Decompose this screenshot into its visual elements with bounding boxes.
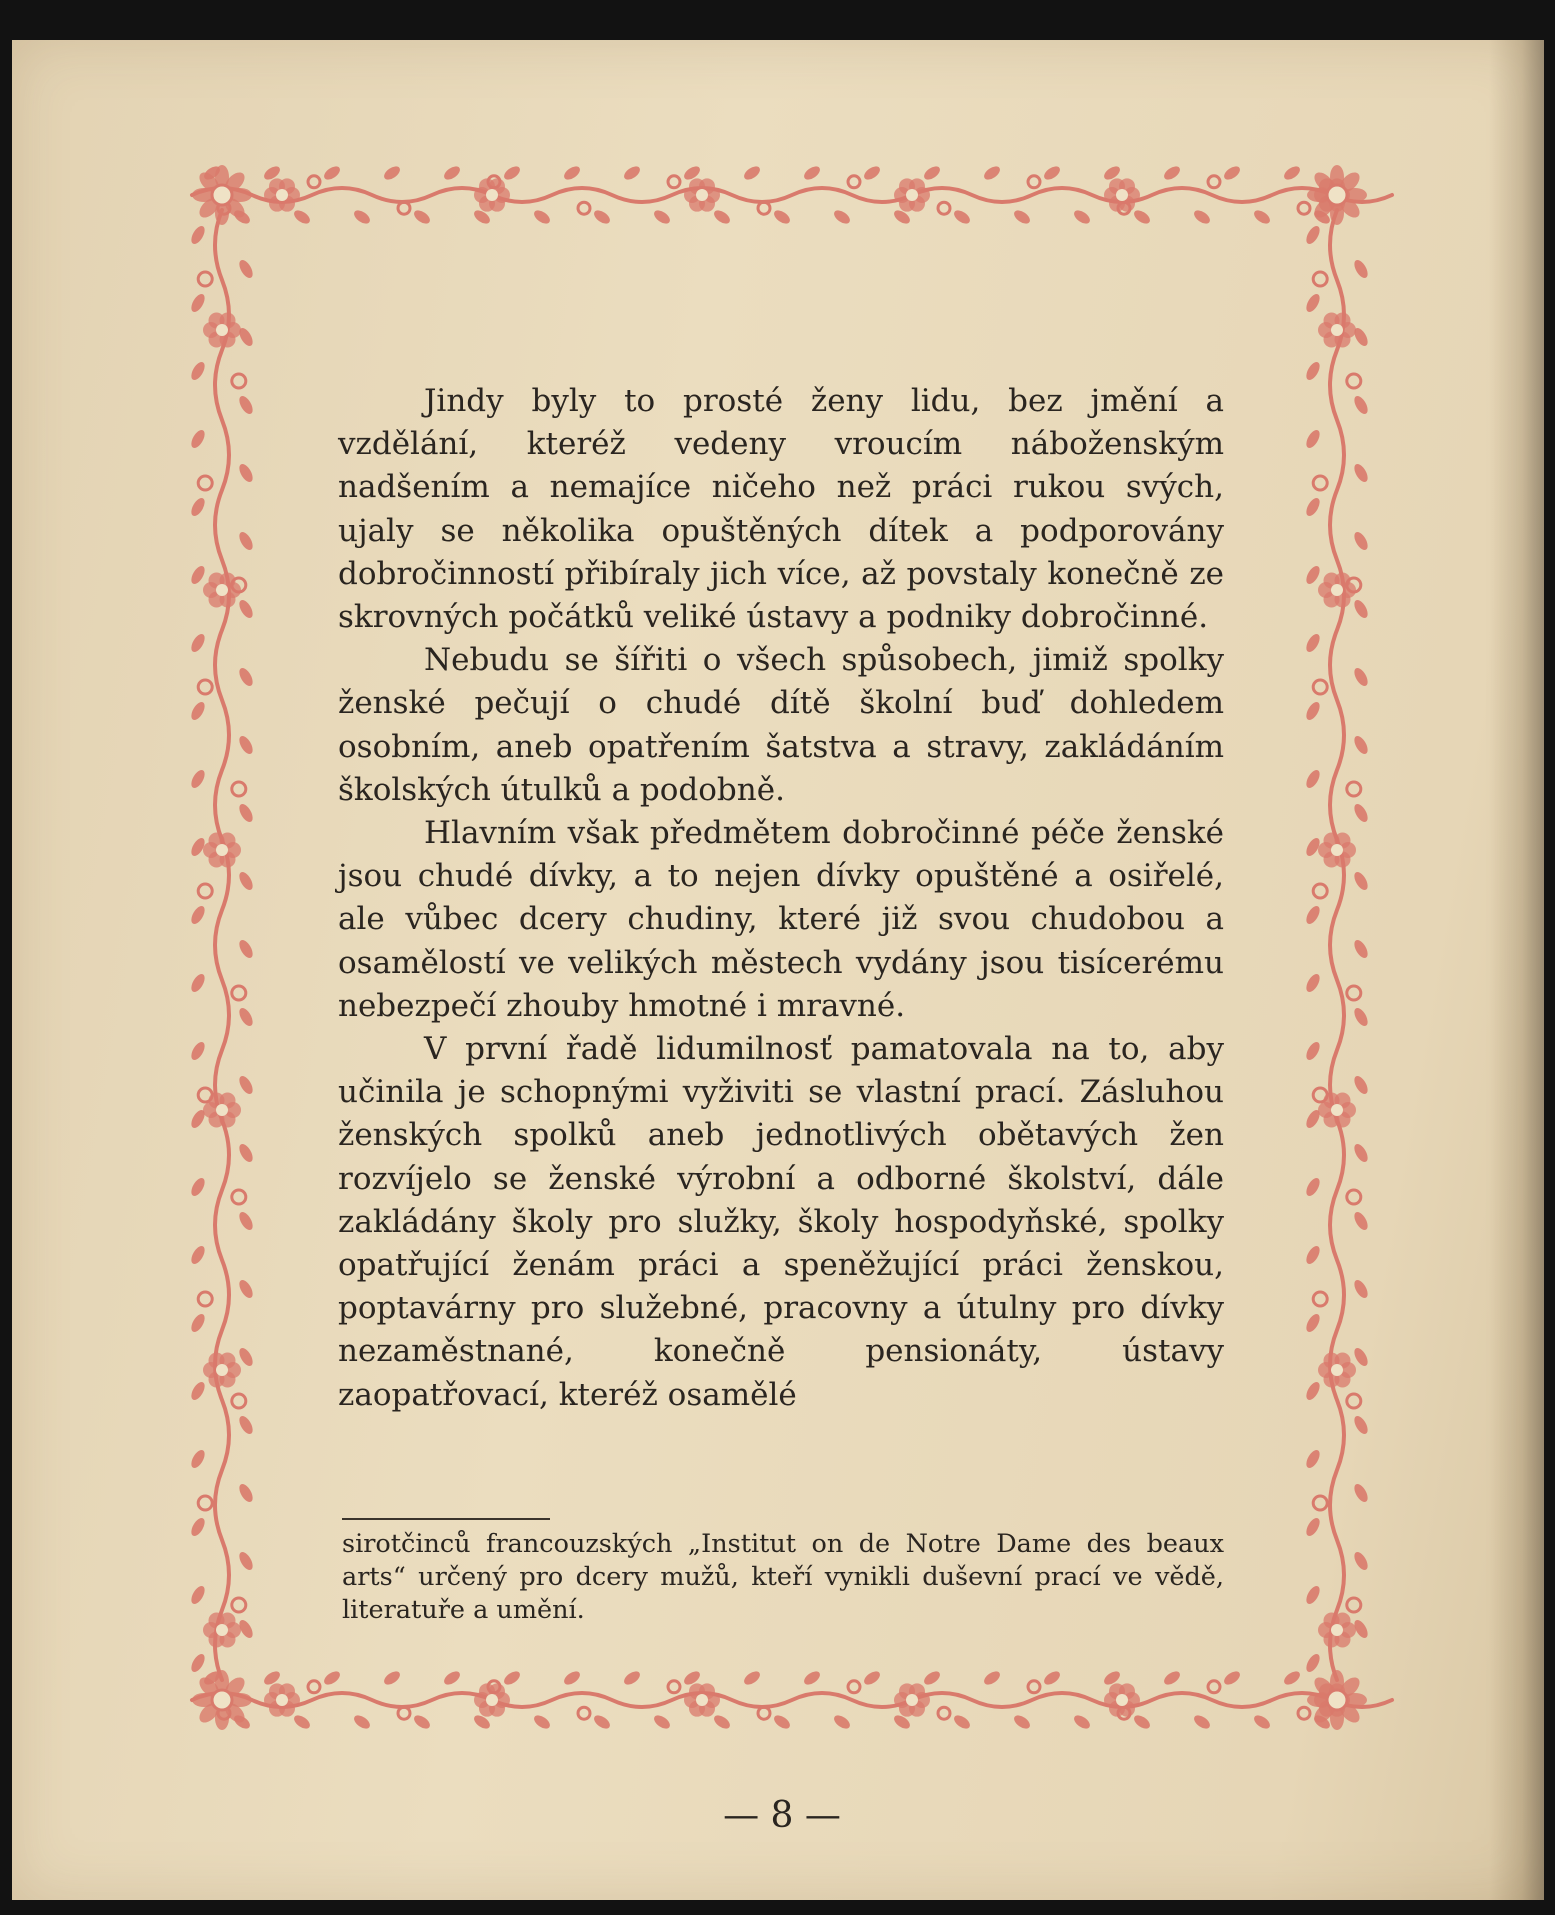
paragraph-4: V první řadě lidumilnosť pamatovala na to, aby učinila je schopnými vyživiti se vlastní prací. Zásluhou ženských spolků aneb jednotlivých obětavých žen rozvíjelo se ženské výrobní a odborné školství, dále zakládány školy pro služky, školy hospodyňské, spolky opatřující ženám práci a speněžující práci ženskou, poptavárny pro služebné, pracovny a útulny pro dívky nezaměstnané, konečně pensionáty, ústavy zaopatřovací, kteréž osamělé <box>338 1031 1224 1413</box>
footnote: sirotčinců francouzských „Institut on de Notre Dame des beaux arts“ určený pro dcery mužů, kteří vynikli duševní prací ve vědě, literatuře a umění. <box>342 1529 1224 1625</box>
body-text <box>338 380 1224 1417</box>
paragraph-3: Hlavním však předmětem dobročinné péče ženské jsou chudé dívky, a to nejen dívky opuštěné a osiřelé, ale vůbec dcery chudiny, které již svou chudobou a osamělostí ve velikých městech vydány jsou tisícerému nebezpečí zhouby hmotné i mravné. <box>338 815 1224 1024</box>
footnote-rule <box>342 1518 550 1520</box>
paragraph-1: Jindy byly to prosté ženy lidu, bez jmění a vzdělání, kteréž vedeny vroucím náboženským nadšením a nemajíce ničeho než práci rukou svých, ujaly se několika opuštěných dítek a podporovány dobročinností přibíraly jich více, až povstaly konečně ze skrovných počátků veliké ústavy a podniky dobročinné. <box>338 383 1224 636</box>
paragraph-2: Nebudu se šířiti o všech spůsobech, jimiž spolky ženské pečují o chudé dítě školní buď dohledem osobním, aneb opatřením šatstva a stravy, zakládáním školských útulků a podobně. <box>338 642 1224 808</box>
page-number: — 8 — <box>723 1795 841 1836</box>
book-page <box>12 40 1544 1900</box>
